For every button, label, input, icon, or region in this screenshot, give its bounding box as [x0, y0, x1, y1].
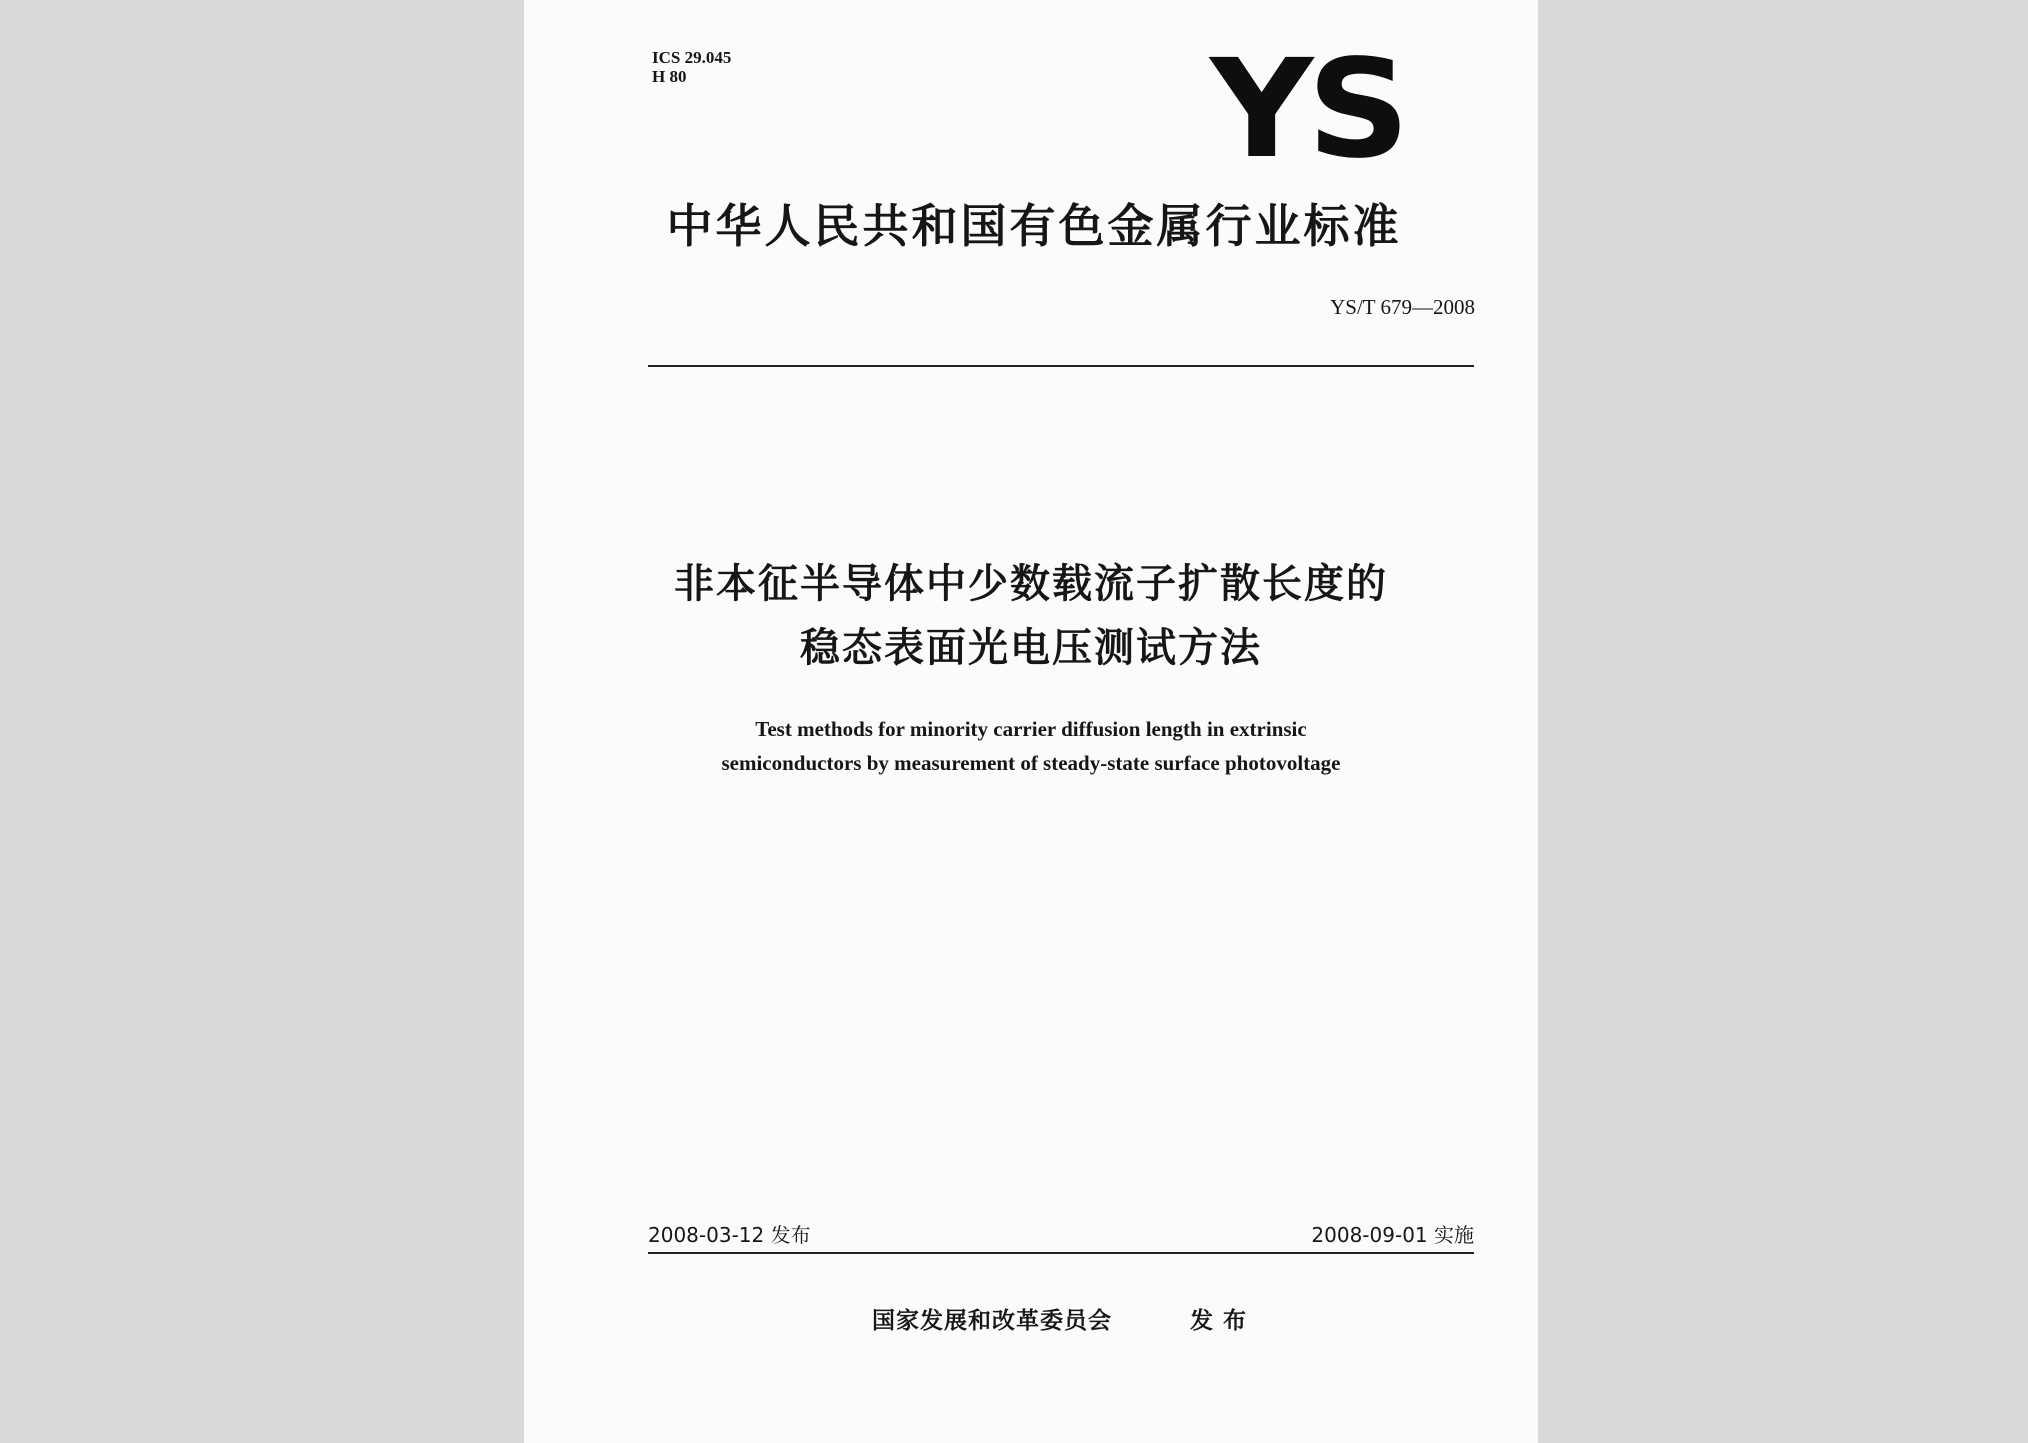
english-title-line-1: Test methods for minority carrier diffusion length in extrinsic: [755, 717, 1307, 741]
category-code: H 80: [652, 67, 687, 86]
chinese-title-line-2: 稳态表面光电压测试方法: [800, 625, 1262, 671]
english-title-line-2: semiconductors by measurement of steady-state surface photovoltage: [721, 751, 1341, 775]
chinese-title-line-1: 非本征半导体中少数载流子扩散长度的: [674, 561, 1388, 607]
standard-category-title: 中华人民共和国有色金属行业标准: [666, 199, 1402, 253]
ics-code: ICS 29.045: [652, 48, 732, 67]
standard-code: YS/T 679—2008: [1330, 295, 1475, 319]
ys-logo: YS: [1210, 31, 1404, 189]
implementation-date: 2008-09-01 实施: [1311, 1223, 1474, 1247]
publish-label: 发布: [1190, 1308, 1256, 1334]
top-divider: [648, 365, 1474, 367]
issue-date: 2008-03-12 发布: [648, 1223, 811, 1247]
publisher-name: 国家发展和改革委员会: [872, 1308, 1112, 1334]
bottom-divider: [648, 1252, 1474, 1254]
document-page: [524, 0, 1538, 1443]
